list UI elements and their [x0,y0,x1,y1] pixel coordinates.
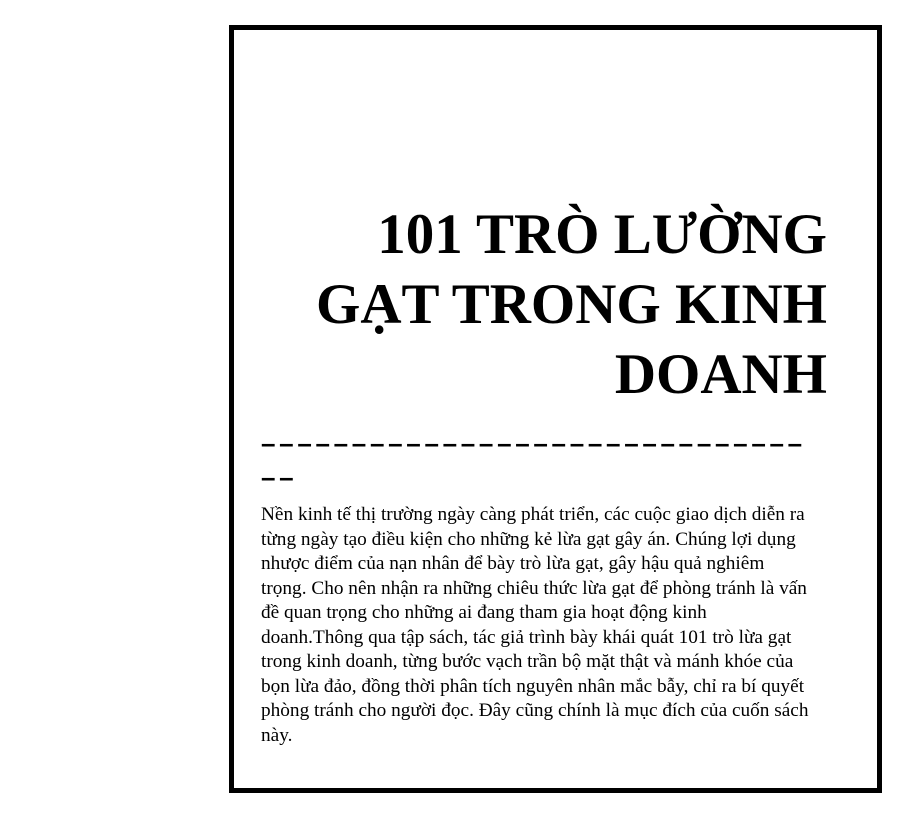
book-page [229,25,882,793]
book-title: 101 TRÒ LƯỜNG GẠT TRONG KINH DOANH [316,203,827,406]
dashed-separator: –––––––––––––––––––––––––––––––– [261,428,806,492]
book-description: Nền kinh tế thị trường ngày càng phát triển, các cuộc giao dịch diễn ra từng ngày tạo điều kiện cho những kẻ lừa gạt gây án. Chúng lợi dụng nhược điểm của nạn nhân để bày trò lừa gạt, gây hậu quả nghiêm trọng. Cho nên nhận ra những chiêu thức lừa gạt để phòng tránh là vấn đề quan trọng cho những ai đang tham gia hoạt động kinh doanh.Thông qua tập sách, tác giả trình bày khái quát 101 trò lừa gạt trong kinh doanh, từng bước vạch trần bộ mặt thật và mánh khóe của bọn lừa đảo, đồng thời phân tích nguyên nhân mắc bẫy, chỉ ra bí quyết phòng tránh cho người đọc. Đây cũng chính là mục đích của cuốn sách này. [261,504,809,746]
